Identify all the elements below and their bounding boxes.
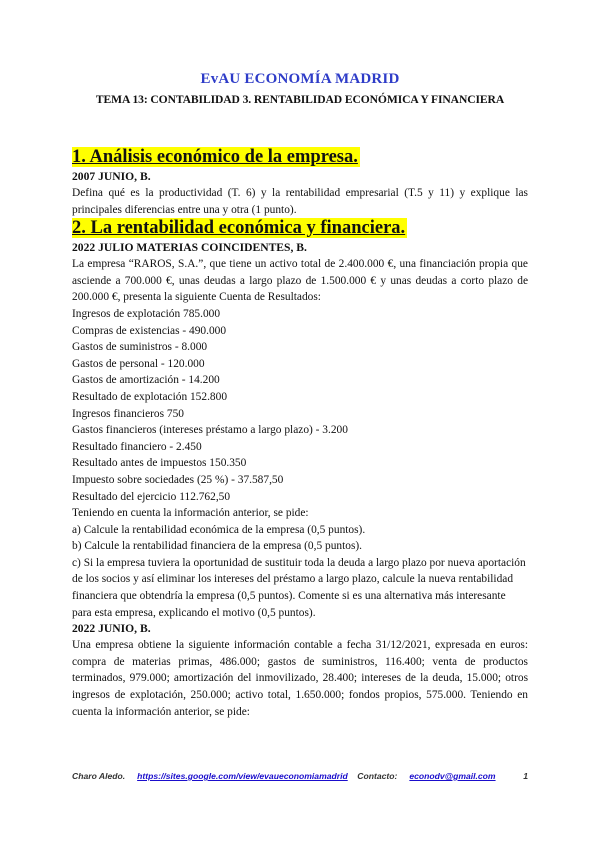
document-title: EvAU ECONOMÍA MADRID	[200, 71, 400, 87]
income-statement-item: Gastos de suministros - 8.000	[72, 341, 208, 354]
section-2-text-2: Una empresa obtiene la siguiente información contable a fecha 31/12/2021, expresada en euros: compra de materias primas, 486.000; gastos de suministros, 116.400; venta de productos terminados, 979.000; amortización del inmovilizado, 28.400; intereses de la deuda, 15.000; otros ingresos de explotación, 250.000; activo total, 1.650.000; fondos propios, 575.000. Teniendo en cuenta la información anterior, se pide:	[72, 639, 528, 718]
questions-lead: Teniendo en cuenta la información anterior, se pide:	[72, 507, 309, 520]
section-1-exam-label: 2007 JUNIO, B.	[72, 170, 151, 183]
footer-author: Charo Aledo.	[72, 771, 126, 781]
section-2-heading: 2. La rentabilidad económica y financiera.	[72, 218, 406, 239]
question-a: a) Calcule la rentabilidad económica de la empresa (0,5 puntos).	[72, 523, 366, 536]
income-statement-item: Resultado de explotación 152.800	[72, 390, 228, 403]
document-subtitle: TEMA 13: CONTABILIDAD 3. RENTABILIDAD ECONÓMICA Y FINANCIERA	[95, 93, 505, 106]
income-statement-item: Gastos de amortización - 14.200	[72, 374, 220, 387]
section-2-exam-label-1: 2022 JULIO MATERIAS COINCIDENTES, B.	[72, 241, 307, 255]
income-statement-item: Ingresos de explotación 785.000	[72, 307, 221, 320]
question-b: b) Calcule la rentabilidad financiera de la empresa (0,5 puntos).	[72, 540, 363, 553]
income-statement-item: Gastos de personal - 120.000	[72, 357, 205, 370]
footer-contact-label: Contacto:	[357, 771, 398, 781]
income-statement-item: Compras de existencias - 490.000	[72, 324, 227, 337]
income-statement-item: Resultado del ejercicio 112.762,50	[72, 490, 231, 503]
page-number: 1	[523, 771, 528, 781]
footer-site-link[interactable]: https://sites.google.com/view/evaueconomiamadrid	[137, 771, 348, 781]
income-statement-item: Resultado financiero - 2.450	[72, 440, 202, 453]
page-footer	[72, 771, 528, 781]
income-statement-item: Resultado antes de impuestos 150.350	[72, 457, 247, 470]
section-1-heading: 1. Análisis económico de la empresa.	[72, 147, 358, 167]
income-statement-item: Impuesto sobre sociedades (25 %) - 37.587,50	[72, 473, 284, 486]
document-body	[72, 147, 528, 720]
section-2-exam-label-2: 2022 JUNIO, B.	[72, 622, 151, 636]
income-statement-item: Gastos financieros (intereses préstamo a largo plazo) - 3.200	[72, 424, 348, 437]
section-2-intro: La empresa “RAROS, S.A.”, que tiene un activo total de 2.400.000 €, una financiación propia que asciende a 700.000 €, unas deudas a largo plazo de 1.500.000 € y unas deudas a corto plazo de 200.000 €, presenta la siguiente Cuenta de Resultados:	[72, 258, 528, 304]
question-c: c) Si la empresa tuviera la oportunidad de sustituir toda la deuda a largo plazo por nueva aportación de los socios y así eliminar los intereses del préstamo a largo plazo, calcule la nueva rentabilidad financiera que obtendría la empresa (0,5 puntos). Comente si es una alternativa más interesante para esta empresa, explicando el motivo (0,5 puntos).	[72, 556, 526, 619]
income-statement-item: Ingresos financieros 750	[72, 407, 184, 420]
section-1-question: Defina qué es la productividad (T. 6) y la rentabilidad empresarial (T.5 y 11) y explique las principales diferencias entre una y otra (1 punto).	[72, 187, 528, 216]
footer-email-link[interactable]: econodv@gmail.com	[409, 771, 496, 781]
